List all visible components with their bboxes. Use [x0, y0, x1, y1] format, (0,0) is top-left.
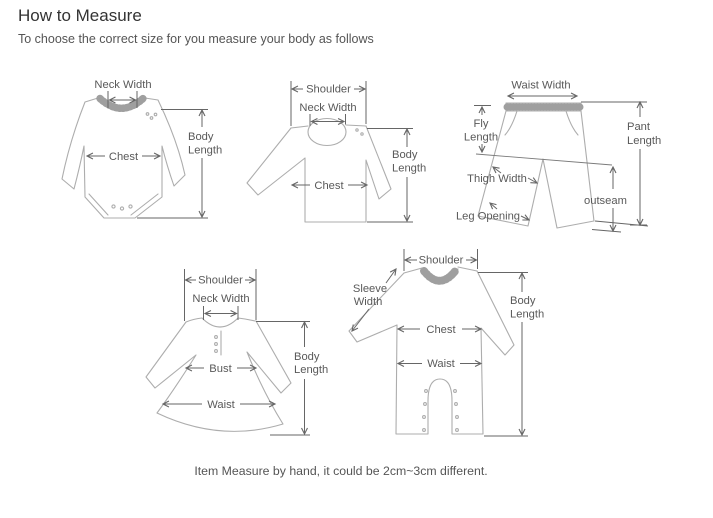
pants-outline [478, 103, 594, 228]
pants-pant-length-label-line2: Length [627, 135, 662, 147]
bodysuit-neck-width-label: Neck Width [94, 79, 152, 91]
dress-neck-width-label: Neck Width [192, 293, 250, 305]
shirt-shoulder-label: Shoulder [306, 83, 351, 96]
pants-leg-opening-label: Leg Opening [455, 210, 521, 223]
romper-sleeve-width-label-line2: Width [353, 296, 383, 308]
page-subtitle: To choose the correct size for you measure your body as follows [18, 32, 374, 46]
romper-body-length-label-line1: Body [510, 295, 536, 307]
pants-outseam-label: outseam [584, 195, 627, 207]
bodysuit-diagram [62, 79, 222, 218]
shirt-body-length-label-line1: Body [392, 149, 418, 161]
shirt-neck-width-dimension [310, 114, 346, 126]
romper-shoulder-label: Shoulder [418, 254, 464, 267]
romper-diagram [349, 249, 544, 436]
pants-fly-length-label-line1: Fly [473, 118, 489, 130]
measurement-disclaimer: Item Measure by hand, it could be 2cm~3cm different. [194, 464, 488, 478]
dress-body-length-label-line2: Length [294, 364, 329, 376]
romper-sleeve-width-label-line1: Sleeve [352, 283, 388, 295]
shirt-neck-width-label: Neck Width [299, 102, 357, 114]
pants-diagram [456, 80, 661, 233]
shirt-body-length-label-line2: Length [392, 162, 427, 175]
dress-diagram [146, 269, 328, 435]
pants-thigh-width-label: Thigh Width [467, 173, 527, 185]
pants-pant-length-label-line1: Pant [627, 121, 651, 133]
shirt-diagram [247, 81, 426, 222]
romper-chest-label: Chest [426, 324, 456, 336]
shirt-chest-label: Chest [314, 180, 344, 192]
dress-body-length-label-line1: Body [294, 351, 320, 363]
bodysuit-body-length-label-line1: Body [188, 131, 214, 143]
dress-waist-label: Waist [207, 399, 235, 411]
dress-neck-width-dimension [204, 306, 239, 320]
shirt-body-length-dimension [367, 129, 413, 223]
pants-fly-length-label-line2: Length [463, 131, 499, 144]
dress-shoulder-label: Shoulder [198, 274, 243, 287]
page-title: How to Measure [18, 6, 142, 25]
romper-waist-label: Waist [427, 358, 455, 370]
romper-body-length-label-line2: Length [510, 308, 545, 321]
bodysuit-body-length-label-line2: Length [188, 144, 223, 157]
bodysuit-chest-label: Chest [108, 151, 139, 163]
dress-body-length-dimension [256, 322, 310, 436]
dress-bust-label: Bust [209, 363, 232, 375]
shirt-outline [247, 119, 391, 223]
pants-waist-width-label: Waist Width [511, 79, 571, 92]
